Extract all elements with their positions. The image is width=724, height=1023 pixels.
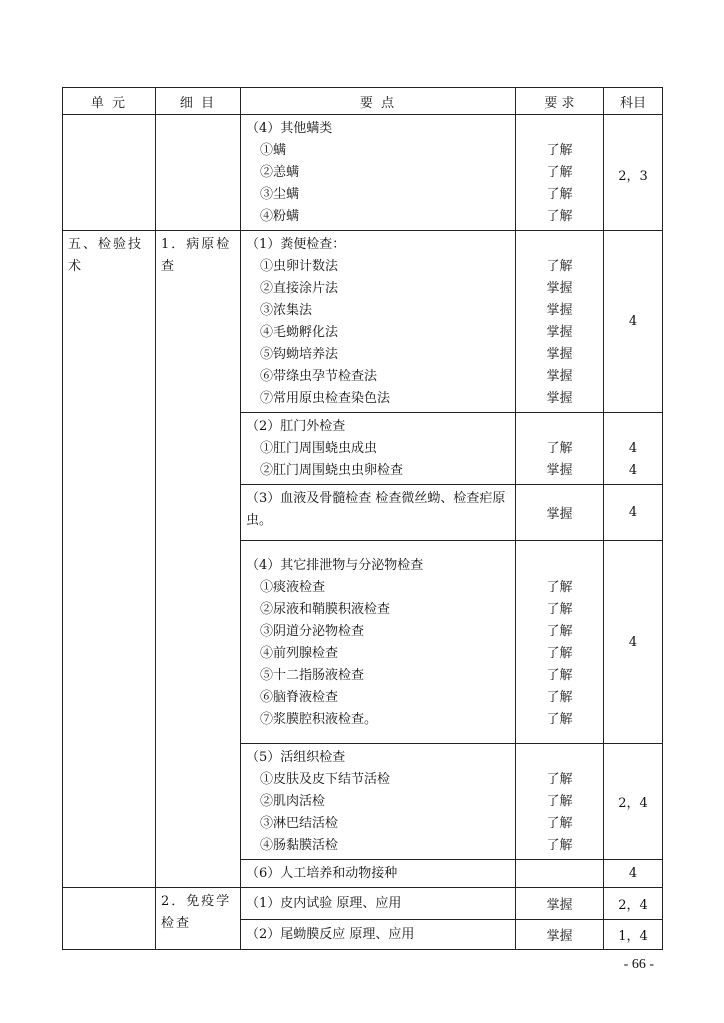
point-item: ③淋巴结活检: [260, 816, 339, 831]
header-unit: 单 元: [63, 88, 156, 115]
point-item: ②肌肉活检: [260, 794, 326, 809]
point-title: （2）肛门外检查: [246, 419, 346, 434]
header-item: 细 目: [156, 88, 241, 115]
point-item: ⑤钩蚴培养法: [260, 347, 339, 362]
item-cell: [156, 231, 241, 888]
point-item: ②肛门周围蛲虫虫卵检查: [260, 463, 404, 478]
table-row: [63, 115, 663, 231]
item-cell: [156, 888, 241, 950]
point-item: ③阴道分泌物检查: [260, 624, 365, 639]
req-cell: [516, 231, 604, 413]
page-number: - 66 -: [623, 957, 654, 972]
point-item: ④毛蚴孵化法: [260, 325, 339, 340]
point-title: （1）粪便检查：: [246, 237, 346, 252]
point-cell: [241, 860, 516, 888]
point-item: ①皮肤及皮下结节活检: [260, 772, 391, 787]
req-value: 掌握: [546, 391, 573, 406]
point-cell: [241, 115, 516, 231]
req-value: 了解: [546, 602, 573, 617]
req-value: 掌握: [546, 369, 573, 384]
req-value: 了解: [546, 143, 573, 158]
point-title: （5）活组织检查: [246, 750, 346, 765]
point-item: ⑥脑脊液检查: [260, 690, 339, 705]
req-cell: [516, 115, 604, 231]
req-value: 了解: [546, 209, 573, 224]
subject-cell: 4: [604, 541, 663, 744]
table-row: [63, 888, 663, 920]
point-cell: [241, 888, 516, 920]
point-cell: [241, 485, 516, 541]
point-item: ①螨: [260, 143, 287, 158]
point-title: （4）其它排泄物与分泌物检查: [246, 558, 424, 573]
point-item: ②直接涂片法: [260, 281, 339, 296]
point-item: ⑥带绦虫孕节检查法: [260, 369, 378, 384]
req-value: 了解: [546, 668, 573, 683]
req-cell: [516, 541, 604, 744]
item-cell-empty: [156, 115, 241, 231]
item-label: 2．免疫学检查: [161, 894, 232, 931]
subject-cell: [604, 413, 663, 485]
point-cell: [241, 920, 516, 950]
unit-cell: [63, 231, 156, 888]
subject-value: 4: [628, 463, 638, 478]
point-cell: [241, 231, 516, 413]
point-item: ⑦浆膜腔积液检查。: [260, 712, 378, 727]
point-text: （6）人工培养和动物接种: [246, 866, 398, 881]
point-item: ④肠黏膜活检: [260, 838, 339, 853]
req-cell: 掌握: [516, 485, 604, 541]
point-item: ⑦常用原虫检查染色法: [260, 391, 391, 406]
point-item: ②尿液和鞘膜积液检查: [260, 602, 391, 617]
point-item: ①虫卵计数法: [260, 259, 339, 274]
point-item: ④前列腺检查: [260, 646, 339, 661]
point-cell: [241, 541, 516, 744]
req-value: 了解: [546, 816, 573, 831]
point-item: ③尘螨: [260, 187, 300, 202]
point-text: （2）尾蚴膜反应 原理、应用: [246, 927, 415, 942]
subject-cell: 2，3: [604, 115, 663, 231]
req-value: 了解: [546, 580, 573, 595]
req-cell: 掌握: [516, 920, 604, 950]
unit-cell-empty: [63, 888, 156, 950]
req-value: 掌握: [546, 463, 573, 478]
req-cell: [516, 860, 604, 888]
header-row: [63, 88, 663, 115]
req-value: 了解: [546, 838, 573, 853]
subject-cell: 4: [604, 231, 663, 413]
point-text: （1）皮内试验 原理、应用: [246, 896, 402, 911]
point-item: ③浓集法: [260, 303, 313, 318]
req-value: 了解: [546, 712, 573, 727]
req-cell: [516, 744, 604, 860]
point-item: ⑤十二指肠液检查: [260, 668, 365, 683]
req-value: 了解: [546, 187, 573, 202]
item-label: 1．病原检查: [161, 237, 232, 274]
req-value: 了解: [546, 794, 573, 809]
req-cell: 掌握: [516, 888, 604, 920]
subject-cell: 4: [604, 485, 663, 541]
point-item: ①肛门周围蛲虫成虫: [260, 441, 378, 456]
subject-cell: 2，4: [604, 744, 663, 860]
subject-cell: 2，4: [604, 888, 663, 920]
req-value: 了解: [546, 772, 573, 787]
header-req: 要 求: [516, 88, 604, 115]
req-value: 掌握: [546, 325, 573, 340]
req-value: 掌握: [546, 281, 573, 296]
unit-label: 五、检验技术: [68, 237, 144, 274]
point-cell: [241, 413, 516, 485]
point-cell: [241, 744, 516, 860]
point-text: （3）血液及骨髓检查 检查微丝蚴、检查疟原虫。: [246, 491, 506, 528]
point-item: ④粉螨: [260, 209, 300, 224]
point-item: ①痰液检查: [260, 580, 326, 595]
req-value: 了解: [546, 165, 573, 180]
req-value: 掌握: [546, 303, 573, 318]
point-item: ②恙螨: [260, 165, 300, 180]
req-cell: [516, 413, 604, 485]
unit-cell-empty: [63, 115, 156, 231]
req-value: 了解: [546, 690, 573, 705]
req-value: 了解: [546, 441, 573, 456]
req-value: 了解: [546, 624, 573, 639]
table-row: [63, 231, 663, 413]
req-value: 了解: [546, 646, 573, 661]
point-title: （4）其他螨类: [246, 121, 333, 136]
subject-cell: 4: [604, 860, 663, 888]
syllabus-table: [62, 87, 663, 950]
header-subject: 科目: [604, 88, 663, 115]
header-point: 要 点: [241, 88, 516, 115]
subject-value: 4: [628, 441, 638, 456]
subject-cell: 1，4: [604, 920, 663, 950]
req-value: 了解: [546, 259, 573, 274]
req-value: 掌握: [546, 347, 573, 362]
